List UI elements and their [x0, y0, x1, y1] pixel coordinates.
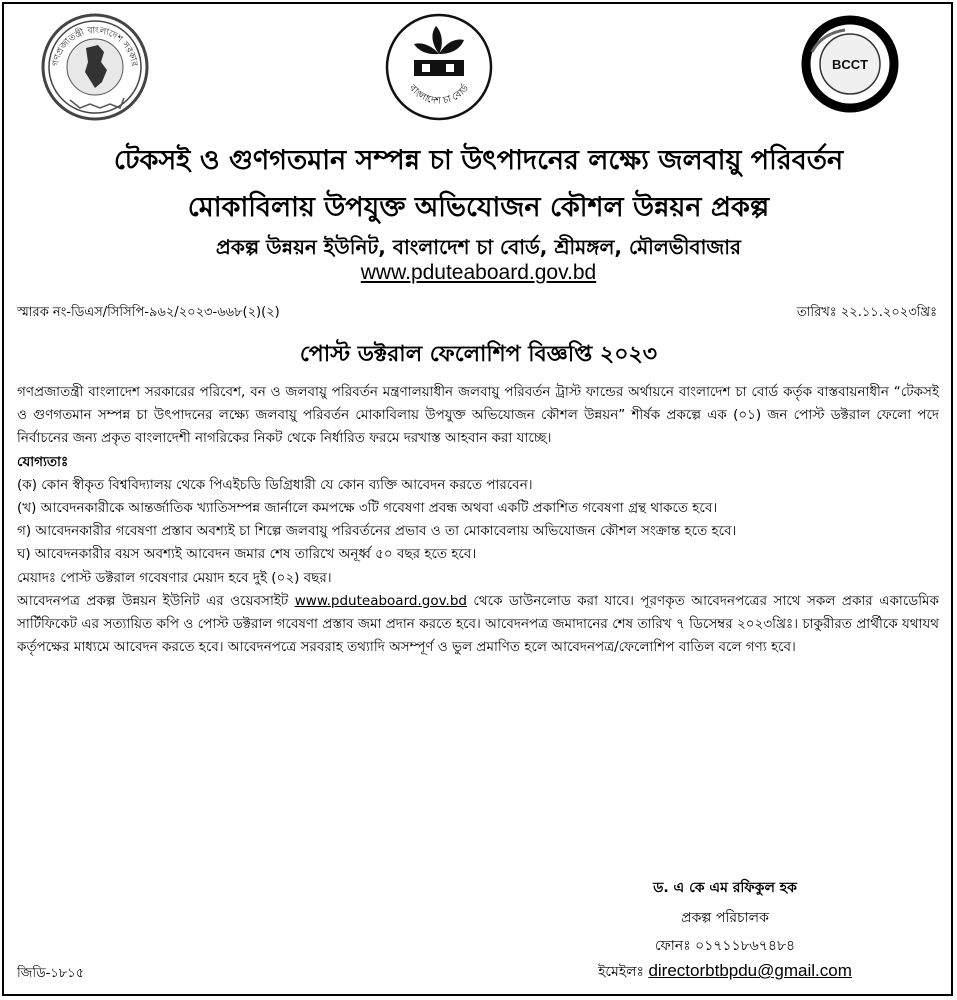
- memo-number: স্মারক নং-ডিএস/সিসিপি-৯৬২/২০২৩-৬৬৮(২)(২): [17, 305, 280, 320]
- bcct-logo: [790, 12, 910, 117]
- eligibility-item: (ক) কোন স্বীকৃত বিশ্ববিদ্যালয় থেকে পিএইচডি ডিগ্রিধারী যে কোন ব্যক্তি আবেদন করতে পারবেন।: [17, 476, 533, 493]
- intro-paragraph: গণপ্রজাতন্ত্রী বাংলাদেশ সরকারের পরিবেশ, বন ও জলবায়ু পরিবর্তন মন্ত্রণালয়াধীন জলবায়ু পরিবর্তন ট্রাস্ট ফান্ডের অর্থায়নে বাংলাদেশ চা বোর্ড কর্তৃক বাস্তবায়নাধীন “টেকসই ও গুণগতমান সম্পন্ন চা উৎপাদনের লক্ষ্যে জলবায়ু পরিবর্তন মোকাবিলায় উপযুক্ত অভিযোজন কৌশল উন্নয়ন” শীর্ষক প্রকল্পে এক (০১) জন পোস্ট ডক্টরাল ফেলো পদে নির্বাচনের জন্য প্রকৃত বাংলাদেশী নাগরিকের নিকট থেকে নির্ধারিত ফরমে দরখাস্ত আহবান করা যাচ্ছে।: [17, 384, 939, 447]
- project-unit-address: প্রকল্প উন্নয়ন ইউনিট, বাংলাদেশ চা বোর্ড, শ্রীমঙ্গল, মৌলভীবাজার: [215, 235, 742, 259]
- seal-text: গণপ্রজাতন্ত্রী বাংলাদেশ সরকার: [51, 25, 139, 68]
- eligibility-heading: যোগ্যতাঃ: [17, 453, 69, 470]
- gd-number: জিডি-১৮১৫: [17, 966, 85, 981]
- header-website: [0, 261, 957, 285]
- email-link[interactable]: directorbtbpdu@gmail.com: [648, 961, 852, 980]
- email-label: ইমেইলঃ: [598, 964, 649, 980]
- eligibility-item: ঘ) আবেদনকারীর বয়স অবশ্যই আবেদন জমার শেষ তারিখে অনূর্ধ্ব ৫০ বছর হতে হবে।: [17, 546, 477, 563]
- bangladesh-government-seal: [40, 12, 150, 122]
- application-text-rest: থেকে ডাউনলোড করা যাবে। পূরণকৃত আবেদনপত্রের সাথে সকল প্রকার একাডেমিক সার্টিফিকেট এর সত্যায়িত কপি ও পোস্ট ডক্টরাল গবেষণা প্রস্তাব জমা প্রদান করতে হবে। আবেদনপত্র জমাদানের শেষ তারিখ ৭ ডিসেম্বর ২০২৩খ্রিঃ। চাকুরীরত প্রার্থীকে যথাযথ কর্তৃপক্ষের মাধ্যমে আবেদন করতে হবে। আবেদনপত্রে সরবরাহ তথ্যাদি অসম্পূর্ণ ও ভুল প্রমাণিত হলে আবেদনপত্র/ফেলোশিপ বাতিল বলে গণ্য হবে।: [17, 592, 939, 656]
- tea-board-logo-text: বাংলাদেশ চা বোর্ড: [406, 82, 472, 107]
- duration-line: মেয়াদঃ পোস্ট ডক্টরাল গবেষণার মেয়াদ হবে দুই (০২) বছর।: [17, 569, 332, 586]
- svg-text:বাংলাদেশ চা বোর্ড: [406, 82, 472, 107]
- application-text-start: আবেদনপত্র প্রকল্প উন্নয়ন ইউনিট এর ওয়েবসাইট: [17, 592, 295, 609]
- project-title-line-1: টেকসই ও গুণগতমান সম্পন্ন চা উৎপাদনের লক্ষ্যে জলবায়ু পরিবর্তন: [113, 145, 844, 176]
- application-website-link[interactable]: www.pduteaboard.gov.bd: [294, 592, 467, 609]
- signatory-title: প্রকল্প পরিচালক: [681, 910, 769, 926]
- bcct-logo-text: BCCT: [831, 57, 869, 72]
- signatory-email-row: [555, 960, 895, 984]
- header-website-link[interactable]: www.pduteaboard.gov.bd: [360, 261, 597, 284]
- application-paragraph: [17, 590, 939, 660]
- eligibility-item: গ) আবেদনকারীর গবেষণা প্রস্তাব অবশ্যই চা শিল্পে জলবায়ু পরিবর্তনের প্রভাব ও তা মোকাবেলায় অভিযোজন কৌশল সংক্রান্ত হতে হবে।: [17, 523, 737, 540]
- notice-title: পোস্ট ডক্টরাল ফেলোশিপ বিজ্ঞপ্তি ২০২৩: [299, 342, 658, 367]
- signatory-name: ড. এ কে এম রফিকুল হক: [653, 880, 797, 896]
- signatory-phone: ফোনঃ ০১৭১১৮৬৭৪৮৪: [654, 938, 796, 954]
- eligibility-item: (খ) আবেদনকারীকে আন্তর্জাতিক খ্যাতিসম্পন্ন জার্নালে কমপক্ষে ৩টি গবেষণা প্রবন্ধ অথবা একটি প্রকাশিত গবেষণা গ্রন্থ থাকতে হবে।: [17, 500, 718, 517]
- notice-body: [17, 381, 939, 659]
- project-title-line-2: মোকাবিলায় উপযুক্ত অভিযোজন কৌশল উন্নয়ন প্রকল্প: [187, 192, 770, 223]
- bangladesh-tea-board-logo: [384, 12, 494, 122]
- notice-date: তারিখঃ ২২.১১.২০২৩খ্রিঃ: [796, 305, 937, 320]
